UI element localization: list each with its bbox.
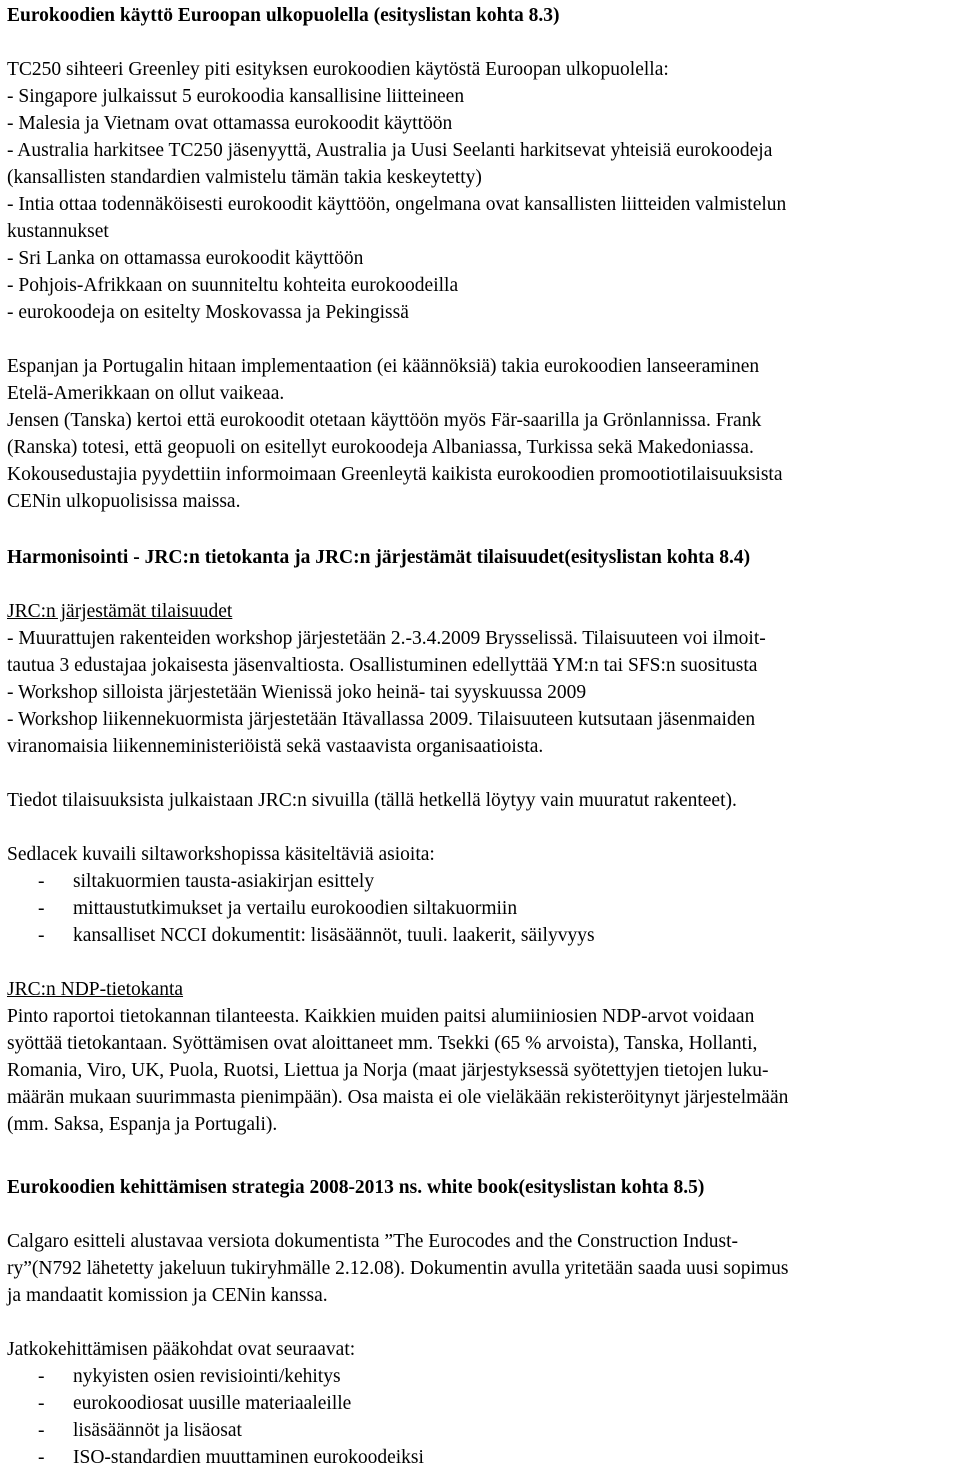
paragraph-line: (mm. Saksa, Espanja ja Portugali). xyxy=(7,1114,278,1135)
paragraph-line: (kansallisten standardien valmistelu tämän takia keskeytetty) xyxy=(7,167,482,188)
paragraph-line: kustannukset xyxy=(7,221,109,242)
section-harmonisation xyxy=(7,544,957,1138)
section-heading: Eurokoodien käyttö Euroopan ulkopuolella (esityslistan kohta 8.3) xyxy=(7,5,560,26)
paragraph-line: Tiedot tilaisuuksista julkaistaan JRC:n sivuilla (tällä hetkellä löytyy vain muuratut rakenteet). xyxy=(7,790,737,811)
list-item xyxy=(7,868,957,895)
paragraph-line: - Australia harkitsee TC250 jäsenyyttä, Australia ja Uusi Seelanti harkitsevat yhteisiä eurokoodeja xyxy=(7,140,773,161)
list-bullet: - xyxy=(38,871,45,892)
paragraph-line: Kokousedustajia pyydettiin informoimaan Greenleytä kaikista eurokoodien promootiotilaisuuksista xyxy=(7,464,783,485)
list-item-text: kansalliset NCCI dokumentit: lisäsäännöt, tuuli. laakerit, säilyvyys xyxy=(73,925,595,946)
list-bullet: - xyxy=(38,1366,45,1387)
paragraph-line: - eurokoodeja on esitelty Moskovassa ja Pekingissä xyxy=(7,302,409,323)
paragraph-line: - Muurattujen rakenteiden workshop järjestetään 2.-3.4.2009 Brysselissä. Tilaisuuteen voi ilmoit- xyxy=(7,628,766,649)
paragraph-line: - Intia ottaa todennäköisesti eurokoodit käyttöön, ongelmana ovat kansallisten liitteiden valmistelun xyxy=(7,194,787,215)
list-item xyxy=(7,1363,957,1390)
paragraph-line: - Workshop silloista järjestetään Wienissä joko heinä- tai syyskuussa 2009 xyxy=(7,682,587,703)
subheading-ndp-database: JRC:n NDP-tietokanta xyxy=(7,979,184,1000)
paragraph-line: - Sri Lanka on ottamassa eurokoodit käyttöön xyxy=(7,248,364,269)
list-item xyxy=(7,1444,957,1471)
section-heading: Eurokoodien kehittämisen strategia 2008-2013 ns. white book(esityslistan kohta 8.5) xyxy=(7,1177,705,1198)
list-intro: Jatkokehittämisen pääkohdat ovat seuraavat: xyxy=(7,1339,356,1360)
paragraph-line: Etelä-Amerikkaan on ollut vaikeaa. xyxy=(7,383,285,404)
paragraph-line: - Singapore julkaissut 5 eurokoodia kansallisine liitteineen xyxy=(7,86,465,107)
section-heading: Harmonisointi - JRC:n tietokanta ja JRC:n järjestämät tilaisuudet(esityslistan kohta 8.4) xyxy=(7,547,751,568)
paragraph-line: Jensen (Tanska) kertoi että eurokoodit otetaan käyttöön myös Fär-saarilla ja Grönlannissa. Frank xyxy=(7,410,762,431)
list-item-text: ISO-standardien muuttaminen eurokoodeiksi xyxy=(73,1447,424,1468)
subheading-jrc-events: JRC:n järjestämät tilaisuudet xyxy=(7,601,233,622)
list-item-text: mittaustutkimukset ja vertailu eurokoodien siltakuormiin xyxy=(73,898,518,919)
paragraph-line: TC250 sihteeri Greenley piti esityksen eurokoodien käytöstä Euroopan ulkopuolella: xyxy=(7,59,669,80)
paragraph-line: CENin ulkopuolisissa maissa. xyxy=(7,491,241,512)
paragraph-line: tautua 3 edustajaa jokaisesta jäsenvaltiosta. Osallistuminen edellyttää YM:n tai SFS:n suositusta xyxy=(7,655,758,676)
paragraph-line: viranomaisia liikenneministeriöistä sekä vastaavista organisaatioista. xyxy=(7,736,544,757)
paragraph-line: (Ranska) totesi, että geopuoli on esitellyt eurokoodeja Albaniassa, Turkissa sekä Makedoniassa. xyxy=(7,437,754,458)
list-item-text: nykyisten osien revisiointi/kehitys xyxy=(73,1366,341,1387)
list-bullet: - xyxy=(38,898,45,919)
section-strategy xyxy=(7,1174,957,1471)
paragraph-line: Espanjan ja Portugalin hitaan implementaation (ei käännöksiä) takia eurokoodien lanseeraminen xyxy=(7,356,760,377)
paragraph-line: Romania, Viro, UK, Puola, Ruotsi, Liettua ja Norja (maat järjestyksessä syötettyjen tietojen luku- xyxy=(7,1060,769,1081)
paragraph-line: Pinto raportoi tietokannan tilanteesta. Kaikkien muiden paitsi alumiiniosien NDP-arvot voidaan xyxy=(7,1006,755,1027)
list-bullet: - xyxy=(38,1447,45,1468)
list-intro: Sedlacek kuvaili siltaworkshopissa käsiteltäviä asioita: xyxy=(7,844,435,865)
paragraph-line: - Malesia ja Vietnam ovat ottamassa eurokoodit käyttöön xyxy=(7,113,453,134)
list-bullet: - xyxy=(38,1393,45,1414)
list-item-text: siltakuormien tausta-asiakirjan esittely xyxy=(73,871,375,892)
paragraph-line: ja mandaatit komission ja CENin kanssa. xyxy=(7,1285,328,1306)
paragraph-line: Calgaro esitteli alustavaa versiota dokumentista ”The Eurocodes and the Construction Indust- xyxy=(7,1231,739,1252)
paragraph-line: määrän mukaan suurimmasta pienimpään). Osa maista ei ole vieläkään rekisteröitynyt järjestelmään xyxy=(7,1087,789,1108)
list-item xyxy=(7,1390,957,1417)
paragraph-line: - Workshop liikennekuormista järjestetään Itävallassa 2009. Tilaisuuteen kutsutaan jäsenmaiden xyxy=(7,709,756,730)
paragraph-line: - Pohjois-Afrikkaan on suunniteltu kohteita eurokoodeilla xyxy=(7,275,459,296)
paragraph-line: syöttää tietokantaan. Syöttämisen ovat aloittaneet mm. Tsekki (65 % arvoista), Tanska, Hollanti, xyxy=(7,1033,758,1054)
list-item xyxy=(7,895,957,922)
list-item-text: lisäsäännöt ja lisäosat xyxy=(73,1420,242,1441)
list-item xyxy=(7,922,957,949)
paragraph-line: ry”(N792 lähetetty jakeluun tukiryhmälle 2.12.08). Dokumentin avulla yritetään saada uusi sopimus xyxy=(7,1258,789,1279)
list-bullet: - xyxy=(38,925,45,946)
list-item xyxy=(7,1417,957,1444)
list-bullet: - xyxy=(38,1420,45,1441)
list-item-text: eurokoodiosat uusille materiaaleille xyxy=(73,1393,352,1414)
section-eurocodes-outside-europe xyxy=(7,2,957,515)
